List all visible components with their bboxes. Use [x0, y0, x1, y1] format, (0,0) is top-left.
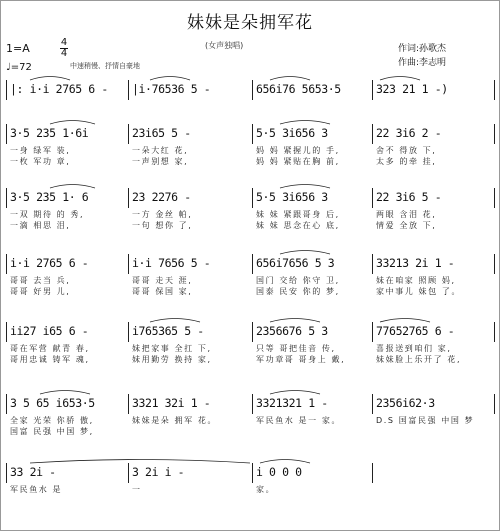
lyric-line-1: 两眼 含泪 花, [376, 210, 437, 219]
measure-notes: i·i 2765 6 - [10, 256, 89, 270]
bar-line [6, 322, 7, 342]
bar-line [372, 124, 373, 144]
measure-notes: 33213 2i 1 - [376, 256, 455, 270]
voice-type: (女声独唱) [205, 41, 244, 50]
lyric-line-1: 妹妹是朵 拥军 花。 [132, 416, 218, 425]
lyric-line-1: 一 [132, 485, 142, 494]
measure-notes: 5·5 3i656 3 [256, 126, 328, 140]
lyric-line-1: 喜报送到咱们 家, [376, 344, 452, 353]
bar-line [494, 254, 495, 274]
bar-line [128, 254, 129, 274]
lyric-line-1: 军民鱼水 是一 家。 [256, 416, 342, 425]
time-signature [60, 38, 68, 59]
measure-notes: |i·76536 5 - [132, 82, 211, 96]
measure-notes: i765365 5 - [132, 324, 204, 338]
lyric-line-2: 国富 民强 中国 梦, [10, 427, 94, 436]
measure-notes: 656i76 5653·5 [256, 82, 341, 96]
lyric-line-2: 家中事儿 妹包 了。 [376, 287, 462, 296]
lyric-line-2: 国泰 民安 你的 梦, [256, 287, 340, 296]
bar-line [372, 463, 373, 483]
lyric-line-1: 哥哥 去当 兵, [10, 276, 71, 285]
bar-line [6, 80, 7, 100]
lyric-line-1: 全家 光荣 你骄 傲, [10, 416, 94, 425]
bar-line [6, 254, 7, 274]
measure-notes: 33 2i - [10, 465, 56, 479]
measure-notes: 23 2276 - [132, 190, 191, 204]
bar-line [372, 394, 373, 414]
lyric-line-2: 妹妹脸上乐开了 花, [376, 355, 462, 364]
measure-notes: 22 3i6 5 - [376, 190, 442, 204]
measure-notes: 5·5 3i656 3 [256, 190, 328, 204]
measure-notes: 323 21 1 -) [376, 82, 448, 96]
bar-line [128, 322, 129, 342]
lyric-line-2: 一枚 军功 章, [10, 157, 71, 166]
measure-notes: 22 3i6 2 - [376, 126, 442, 140]
song-title: 妹妹是朵拥军花 [187, 13, 313, 33]
measure-notes: i·i 7656 5 - [132, 256, 211, 270]
lyric-line-1: 一双 期待 的 秀, [10, 210, 85, 219]
lyric-line-2: 妈 妈 紧贴在胸 前, [256, 157, 340, 166]
bar-line [252, 254, 253, 274]
lyric-line-2: 哥哥 好男 儿, [10, 287, 71, 296]
lyric-line-2: 妹 妹 思念在心 底, [256, 221, 340, 230]
bar-line [128, 80, 129, 100]
bar-line [252, 188, 253, 208]
lyric-line-1: 一身 绿军 装, [10, 146, 71, 155]
lyric-line-1: 哥在军营 献青 春, [10, 344, 90, 353]
lyric-line-1: 只等 哥把佳音 传, [256, 344, 336, 353]
lyric-line-1: D.S 国富民强 中国 梦 [376, 416, 475, 425]
measure-notes: 656i7656 5 3 [256, 256, 335, 270]
measure-notes: 3321321 1 - [256, 396, 328, 410]
measure-notes: 3321 32i 1 - [132, 396, 211, 410]
bar-line [494, 188, 495, 208]
lyric-line-2: 妹用勤劳 换持 家, [132, 355, 212, 364]
bar-line [372, 188, 373, 208]
bar-line [252, 322, 253, 342]
lyric-line-1: 一朵大红 花, [132, 146, 189, 155]
lyric-line-1: 军民鱼水 是 [10, 485, 63, 494]
measure-notes: 3 5 65 i653·5 [10, 396, 95, 410]
bar-line [252, 394, 253, 414]
key-signature: 1=A [6, 42, 30, 55]
lyric-line-2: 一滴 相思 泪, [10, 221, 71, 230]
lyric-line-2: 一句 想你 了, [132, 221, 193, 230]
measure-notes: i 0 0 0 [256, 465, 302, 479]
lyric-line-1: 妹在咱家 照顾 妈, [376, 276, 456, 285]
bar-line [494, 394, 495, 414]
measure-notes: 3 2i i - [132, 465, 185, 479]
bar-line [6, 188, 7, 208]
bar-line [6, 463, 7, 483]
bar-line [494, 322, 495, 342]
measure-notes: 2356i62·3 [376, 396, 435, 410]
bar-line [494, 80, 495, 100]
time-signature-bottom: 4 [60, 48, 68, 59]
lyric-line-2: 情爱 全放 下, [376, 221, 437, 230]
lyric-line-1: 家。 [256, 485, 276, 494]
lyric-line-2: 一声别想 家, [132, 157, 189, 166]
lyric-line-1: 国门 交给 你守 卫, [256, 276, 340, 285]
bar-line [128, 463, 129, 483]
tempo-marking: ♩=72 [6, 62, 32, 73]
bar-line [252, 463, 253, 483]
measure-notes: 3·5 235 1· 6 [10, 190, 89, 204]
lyric-line-2: 太多 的牵 挂, [376, 157, 437, 166]
bar-line [372, 254, 373, 274]
lyric-line-2: 军功章哥 哥身上 戴, [256, 355, 346, 364]
bar-line [128, 188, 129, 208]
bar-line [6, 394, 7, 414]
lyric-line-2: 哥哥 保国 家, [132, 287, 193, 296]
expression-marking: 中速稍慢、抒情自豪地 [70, 62, 140, 70]
bar-line [252, 80, 253, 100]
lyric-line-1: 哥哥 走天 涯, [132, 276, 193, 285]
measure-notes: 23i65 5 - [132, 126, 191, 140]
bar-line [252, 124, 253, 144]
bar-line [494, 124, 495, 144]
measure-notes: 3·5 235 1·6i [10, 126, 89, 140]
lyricist: 作词:孙歌杰 [398, 44, 447, 54]
bar-line [128, 394, 129, 414]
lyric-line-1: 妹把家事 全扛 下, [132, 344, 212, 353]
bar-line [372, 322, 373, 342]
measure-notes: ii27 i65 6 - [10, 324, 89, 338]
bar-line [128, 124, 129, 144]
time-signature-top: 4 [60, 37, 68, 48]
lyric-line-1: 舍不 得放 下, [376, 146, 437, 155]
measure-notes: 2356676 5 3 [256, 324, 328, 338]
measure-notes: 77652765 6 - [376, 324, 455, 338]
bar-line [6, 124, 7, 144]
lyric-line-2: 哥用忠诚 铸军 魂, [10, 355, 90, 364]
lyric-line-1: 妹 妹 紧跟哥身 后, [256, 210, 340, 219]
measure-notes: |: i·i 2765 6 - [10, 82, 108, 96]
bar-line [372, 80, 373, 100]
composer: 作曲:李志明 [398, 58, 447, 68]
lyric-line-1: 妈 妈 紧握儿的 手, [256, 146, 340, 155]
lyric-line-1: 一方 金丝 帕, [132, 210, 193, 219]
